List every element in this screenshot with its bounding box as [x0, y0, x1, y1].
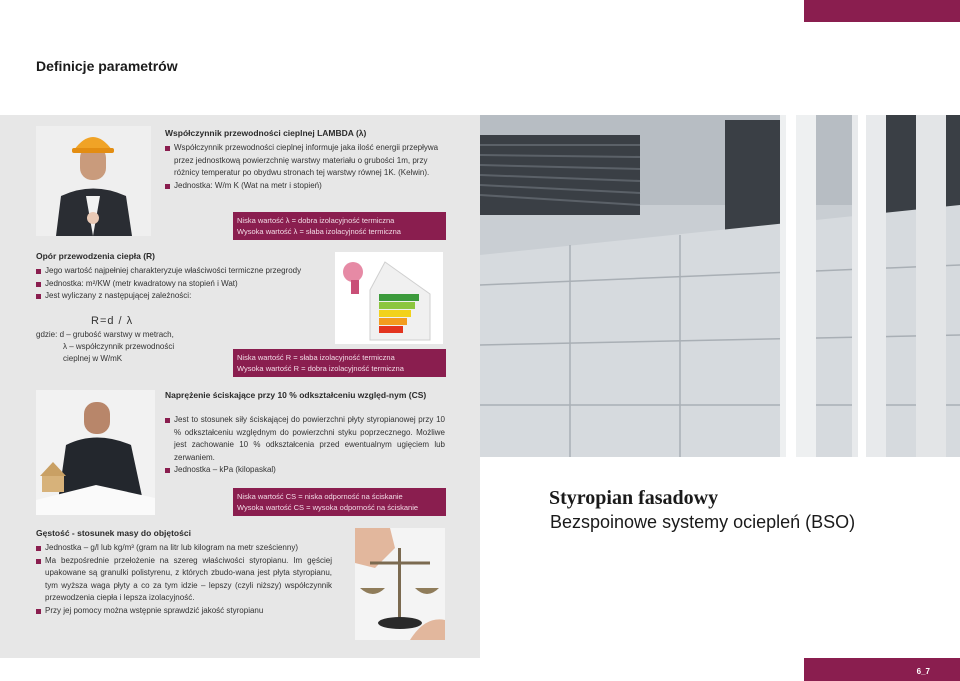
note-line: Niska wartość R = słaba izolacyjność termiczna	[237, 353, 395, 362]
resistance-note-box	[233, 349, 446, 377]
page-number-bar	[804, 658, 960, 681]
resistance-list	[36, 265, 334, 303]
lambda-note-box	[233, 212, 446, 240]
list-item: Jednostka – kPa (kilopaskal)	[165, 464, 445, 477]
list-item: Przy jej pomocy można wstępnie sprawdzić jakość styropianu	[36, 605, 332, 618]
note-line: Niska wartość CS = niska odporność na ściskanie	[237, 492, 403, 501]
list-item: Jednostka: W/m K (Wat na metr i stopień)	[165, 180, 445, 193]
list-item: Jest wyliczany z następującej zależności:	[36, 290, 334, 303]
resistance-where-2: λ – współczynnik przewodności	[63, 342, 175, 351]
resistance-title: Opór przewodzenia ciepła (R)	[36, 251, 156, 261]
list-item: Ma bezpośrednie przełożenie na szereg właściwości styropianu. Im gęściej upakowane są granulki polistyrenu, z których zbudo-wana jest płyta styropianu, tym wyższa waga płyty a co za tym idzie – lepszy (czyli niższy) współczynnik przewodzenia ciepła i lepsza izolacyjność.	[36, 555, 332, 605]
resistance-where-3: cieplnej w W/mK	[63, 354, 123, 363]
density-title: Gęstość - stosunek masy do objętości	[36, 528, 191, 538]
list-item: Jest to stosunek siły ściskającej do powierzchni płyty styropianowej przy 10 % odkształceniu względnym do powierzchni styku poprzecznego. Możliwe jest zachowanie 10 % odkształcenia przed ewentualnym ugięciem lub zerwaniem.	[165, 414, 445, 464]
resistance-where-1: gdzie: d – grubość warstwy w metrach,	[36, 330, 174, 339]
list-item: Jednostka – g/l lub kg/m³ (gram na litr lub kilogram na metr sześcienny)	[36, 542, 332, 555]
list-item: Współczynnik przewodności cieplnej informuje jaka ilość energii przepływa przez jednostkową powierzchnię warstwy materiału o grubości 1m, przy różnicy temperatur po obydwu stronach tej warstwy równej 1K. (Kelwin).	[165, 142, 445, 180]
facade-photo	[480, 115, 960, 457]
worker-photo	[36, 126, 151, 236]
lambda-title: Współczynnik przewodności cieplnej LAMBDA (λ)	[165, 128, 367, 138]
scale-photo	[355, 528, 445, 640]
house-energy-graphic	[335, 252, 443, 344]
list-item: Jednostka: m²/KW (metr kwadratowy na stopień i Wat)	[36, 278, 334, 291]
architect-photo	[36, 390, 155, 515]
page-number: 6_7	[916, 667, 930, 676]
note-line: Wysoka wartość CS = wysoka odporność na ściskanie	[237, 503, 419, 512]
note-line: Wysoka wartość λ = słaba izolacyjność termiczna	[237, 227, 401, 236]
page-title: Definicje parametrów	[36, 58, 178, 74]
density-list	[36, 542, 332, 618]
note-line: Niska wartość λ = dobra izolacyjność termiczna	[237, 216, 395, 225]
lambda-list	[165, 142, 445, 192]
note-line: Wysoka wartość R = dobra izolacyjność termiczna	[237, 364, 404, 373]
product-title: Styropian fasadowy	[549, 487, 719, 509]
resistance-formula: R=d / λ	[91, 315, 134, 327]
compression-list	[165, 414, 445, 477]
compression-note-box	[233, 488, 446, 516]
top-accent-bar	[804, 0, 960, 22]
compression-title: Naprężenie ściskające przy 10 % odkształceniu względ-nym (CS)	[165, 390, 427, 400]
list-item: Jego wartość najpełniej charakteryzuje właściwości termiczne przegrody	[36, 265, 334, 278]
product-subtitle: Bezspoinowe systemy ociepleń (BSO)	[550, 512, 856, 532]
